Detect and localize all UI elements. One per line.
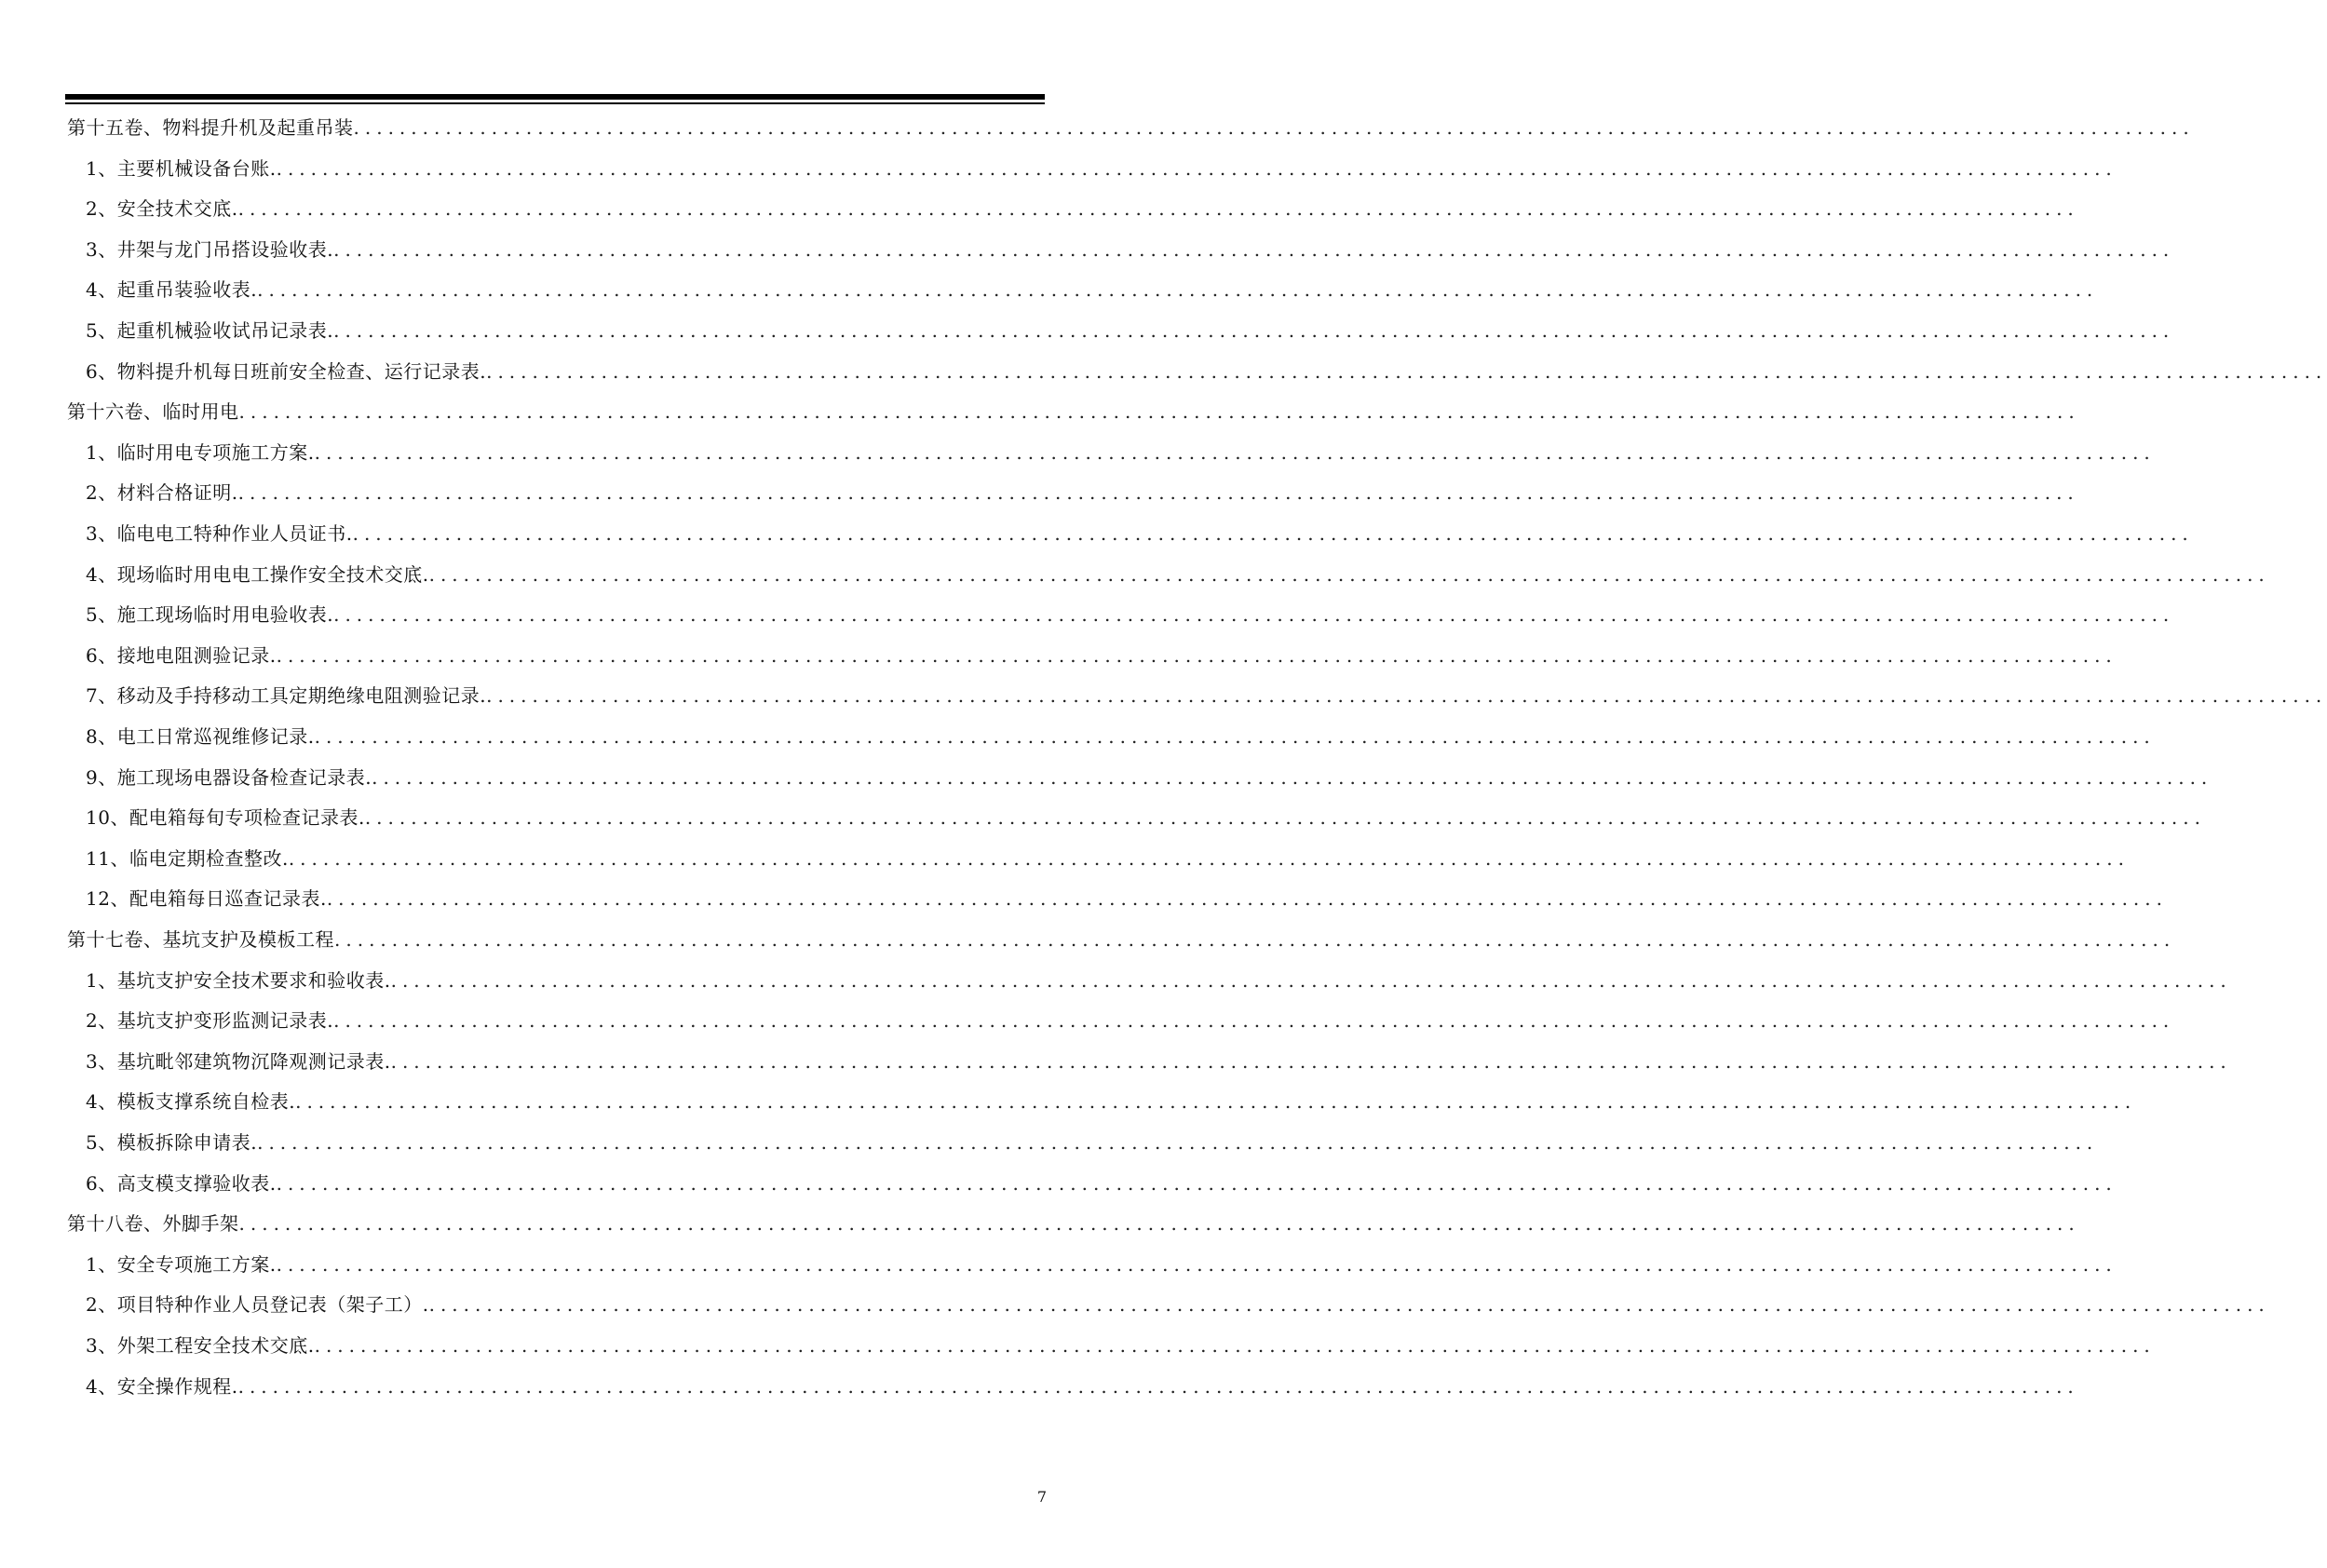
dot-leader: ................................................................................................................................................................ (238, 1212, 2080, 1236)
toc-item (86, 838, 2130, 879)
toc-entry-label: 5、施工现场临时用电验收表. (86, 603, 334, 627)
toc-entry-label: 第十五卷、物料提升机及起重吊装 (67, 116, 354, 139)
dot-leader: ................................................................................................................................................................ (237, 481, 2079, 505)
dot-leader: ................................................................................................................................................................ (314, 1334, 2156, 1357)
header-rule-thick (65, 94, 1045, 100)
dot-leader: ................................................................................................................................................................ (486, 359, 2327, 383)
toc-item (86, 1284, 2270, 1325)
toc-entry-label: 6、接地电阻测验记录. (86, 643, 277, 667)
dot-leader: ................................................................................................................................................................ (237, 197, 2079, 221)
toc-item (86, 960, 2232, 1001)
toc-item (86, 1163, 2117, 1204)
toc-item (86, 1081, 2137, 1122)
toc-entry-label: 4、现场临时用电电工操作安全技术交底. (86, 562, 429, 586)
dot-leader: ................................................................................................................................................................ (333, 1009, 2175, 1033)
dot-leader: ................................................................................................................................................................ (276, 1171, 2117, 1195)
dot-leader: ................................................................................................................................................................ (333, 603, 2175, 627)
dot-leader: ................................................................................................................................................................ (352, 522, 2194, 545)
dot-leader: ................................................................................................................................................................ (314, 440, 2156, 464)
toc-volume-heading (67, 107, 2195, 148)
dot-leader: ................................................................................................................................................................ (257, 1131, 2099, 1154)
toc-item (86, 472, 2079, 513)
toc-item (86, 229, 2175, 270)
toc-item (86, 716, 2156, 757)
toc-entry-label: 2、基坑支护变形监测记录表. (86, 1009, 334, 1033)
dot-leader: ................................................................................................................................................................ (237, 1374, 2079, 1398)
toc-volume-heading (67, 391, 2080, 432)
toc-item (86, 1041, 2232, 1082)
page-number: 7 (1036, 1488, 1048, 1506)
toc-entry-label: 1、主要机械设备台账. (86, 156, 277, 180)
dot-leader: ................................................................................................................................................................ (276, 156, 2117, 180)
dot-leader: ................................................................................................................................................................ (334, 928, 2176, 951)
toc-entry-label: 4、起重吊装验收表. (86, 278, 258, 302)
toc-entry-label: 2、安全技术交底. (86, 197, 238, 221)
dot-leader: ................................................................................................................................................................ (428, 1293, 2270, 1317)
toc-item (86, 554, 2270, 595)
toc-item (86, 513, 2194, 554)
table-of-contents (0, 107, 2327, 1504)
dot-leader: ................................................................................................................................................................ (288, 846, 2130, 870)
toc-item (86, 594, 2175, 635)
toc-item (86, 797, 2206, 838)
toc-item (86, 635, 2117, 676)
toc-entry-label: 5、起重机械验收试吊记录表. (86, 319, 334, 342)
toc-entry-label: 2、材料合格证明. (86, 481, 238, 505)
toc-entry-label: 9、施工现场电器设备检查记录表. (86, 765, 372, 789)
dot-leader: ................................................................................................................................................................ (314, 725, 2156, 748)
toc-entry-label: 3、井架与龙门吊搭设验收表. (86, 237, 334, 261)
toc-entry-label: 3、临电电工特种作业人员证书. (86, 522, 353, 545)
dot-leader: ................................................................................................................................................................ (390, 968, 2232, 992)
dot-leader: ................................................................................................................................................................ (295, 1090, 2137, 1114)
toc-item (86, 1000, 2175, 1041)
header-rule-thin (65, 102, 1045, 104)
toc-entry-label: 3、外架工程安全技术交底. (86, 1334, 315, 1357)
dot-leader: ................................................................................................................................................................ (372, 765, 2213, 789)
dot-leader: ................................................................................................................................................................ (326, 887, 2168, 911)
toc-volume-heading (67, 919, 2176, 960)
toc-entry-label: 12、配电箱每日巡查记录表. (86, 887, 327, 911)
toc-entry-label: 3、基坑毗邻建筑物沉降观测记录表. (86, 1049, 391, 1073)
dot-leader: ................................................................................................................................................................ (238, 400, 2080, 424)
dot-leader: ................................................................................................................................................................ (364, 806, 2206, 830)
dot-leader: ................................................................................................................................................................ (333, 237, 2175, 261)
toc-entry-label: 6、物料提升机每日班前安全检查、运行记录表. (86, 359, 487, 383)
toc-item (86, 1366, 2079, 1407)
toc-entry-label: 1、安全专项施工方案. (86, 1252, 277, 1276)
toc-item (86, 1244, 2117, 1285)
toc-entry-label: 6、高支模支撑验收表. (86, 1171, 277, 1195)
toc-entry-label: 第十六卷、临时用电 (67, 400, 239, 424)
toc-item (86, 351, 2327, 392)
toc-item (86, 675, 2327, 716)
dot-leader: ................................................................................................................................................................ (333, 319, 2175, 342)
toc-item (86, 269, 2099, 310)
toc-item (86, 1122, 2099, 1163)
toc-entry-label: 第十七卷、基坑支护及模板工程 (67, 928, 334, 951)
toc-entry-label: 5、模板拆除申请表. (86, 1131, 258, 1154)
dot-leader: ................................................................................................................................................................ (276, 643, 2117, 667)
toc-entry-label: 第十八卷、外脚手架 (67, 1212, 239, 1236)
dot-leader: ................................................................................................................................................................ (428, 562, 2270, 586)
toc-item (86, 1325, 2156, 1366)
dot-leader: ................................................................................................................................................................ (390, 1049, 2232, 1073)
toc-item (86, 188, 2079, 229)
toc-item (86, 310, 2175, 351)
toc-entry-label: 1、临时用电专项施工方案. (86, 440, 315, 464)
dot-leader: ................................................................................................................................................................ (353, 116, 2195, 139)
toc-entry-label: 8、电工日常巡视维修记录. (86, 725, 315, 748)
toc-entry-label: 2、项目特种作业人员登记表（架子工）. (86, 1293, 429, 1317)
toc-entry-label: 10、配电箱每旬专项检查记录表. (86, 806, 365, 830)
toc-entry-label: 1、基坑支护安全技术要求和验收表. (86, 968, 391, 992)
toc-volume-heading (67, 1203, 2080, 1244)
toc-entry-label: 4、模板支撑系统自检表. (86, 1090, 296, 1114)
dot-leader: ................................................................................................................................................................ (276, 1252, 2117, 1276)
toc-item (86, 757, 2213, 798)
toc-entry-label: 7、移动及手持移动工具定期绝缘电阻测验记录. (86, 684, 487, 708)
toc-item (86, 148, 2117, 189)
toc-item (86, 878, 2168, 919)
dot-leader: ................................................................................................................................................................ (486, 684, 2327, 708)
toc-entry-label: 11、临电定期检查整改. (86, 846, 289, 870)
toc-item (86, 432, 2156, 473)
toc-entry-label: 4、安全操作规程. (86, 1374, 238, 1398)
dot-leader: ................................................................................................................................................................ (257, 278, 2099, 302)
